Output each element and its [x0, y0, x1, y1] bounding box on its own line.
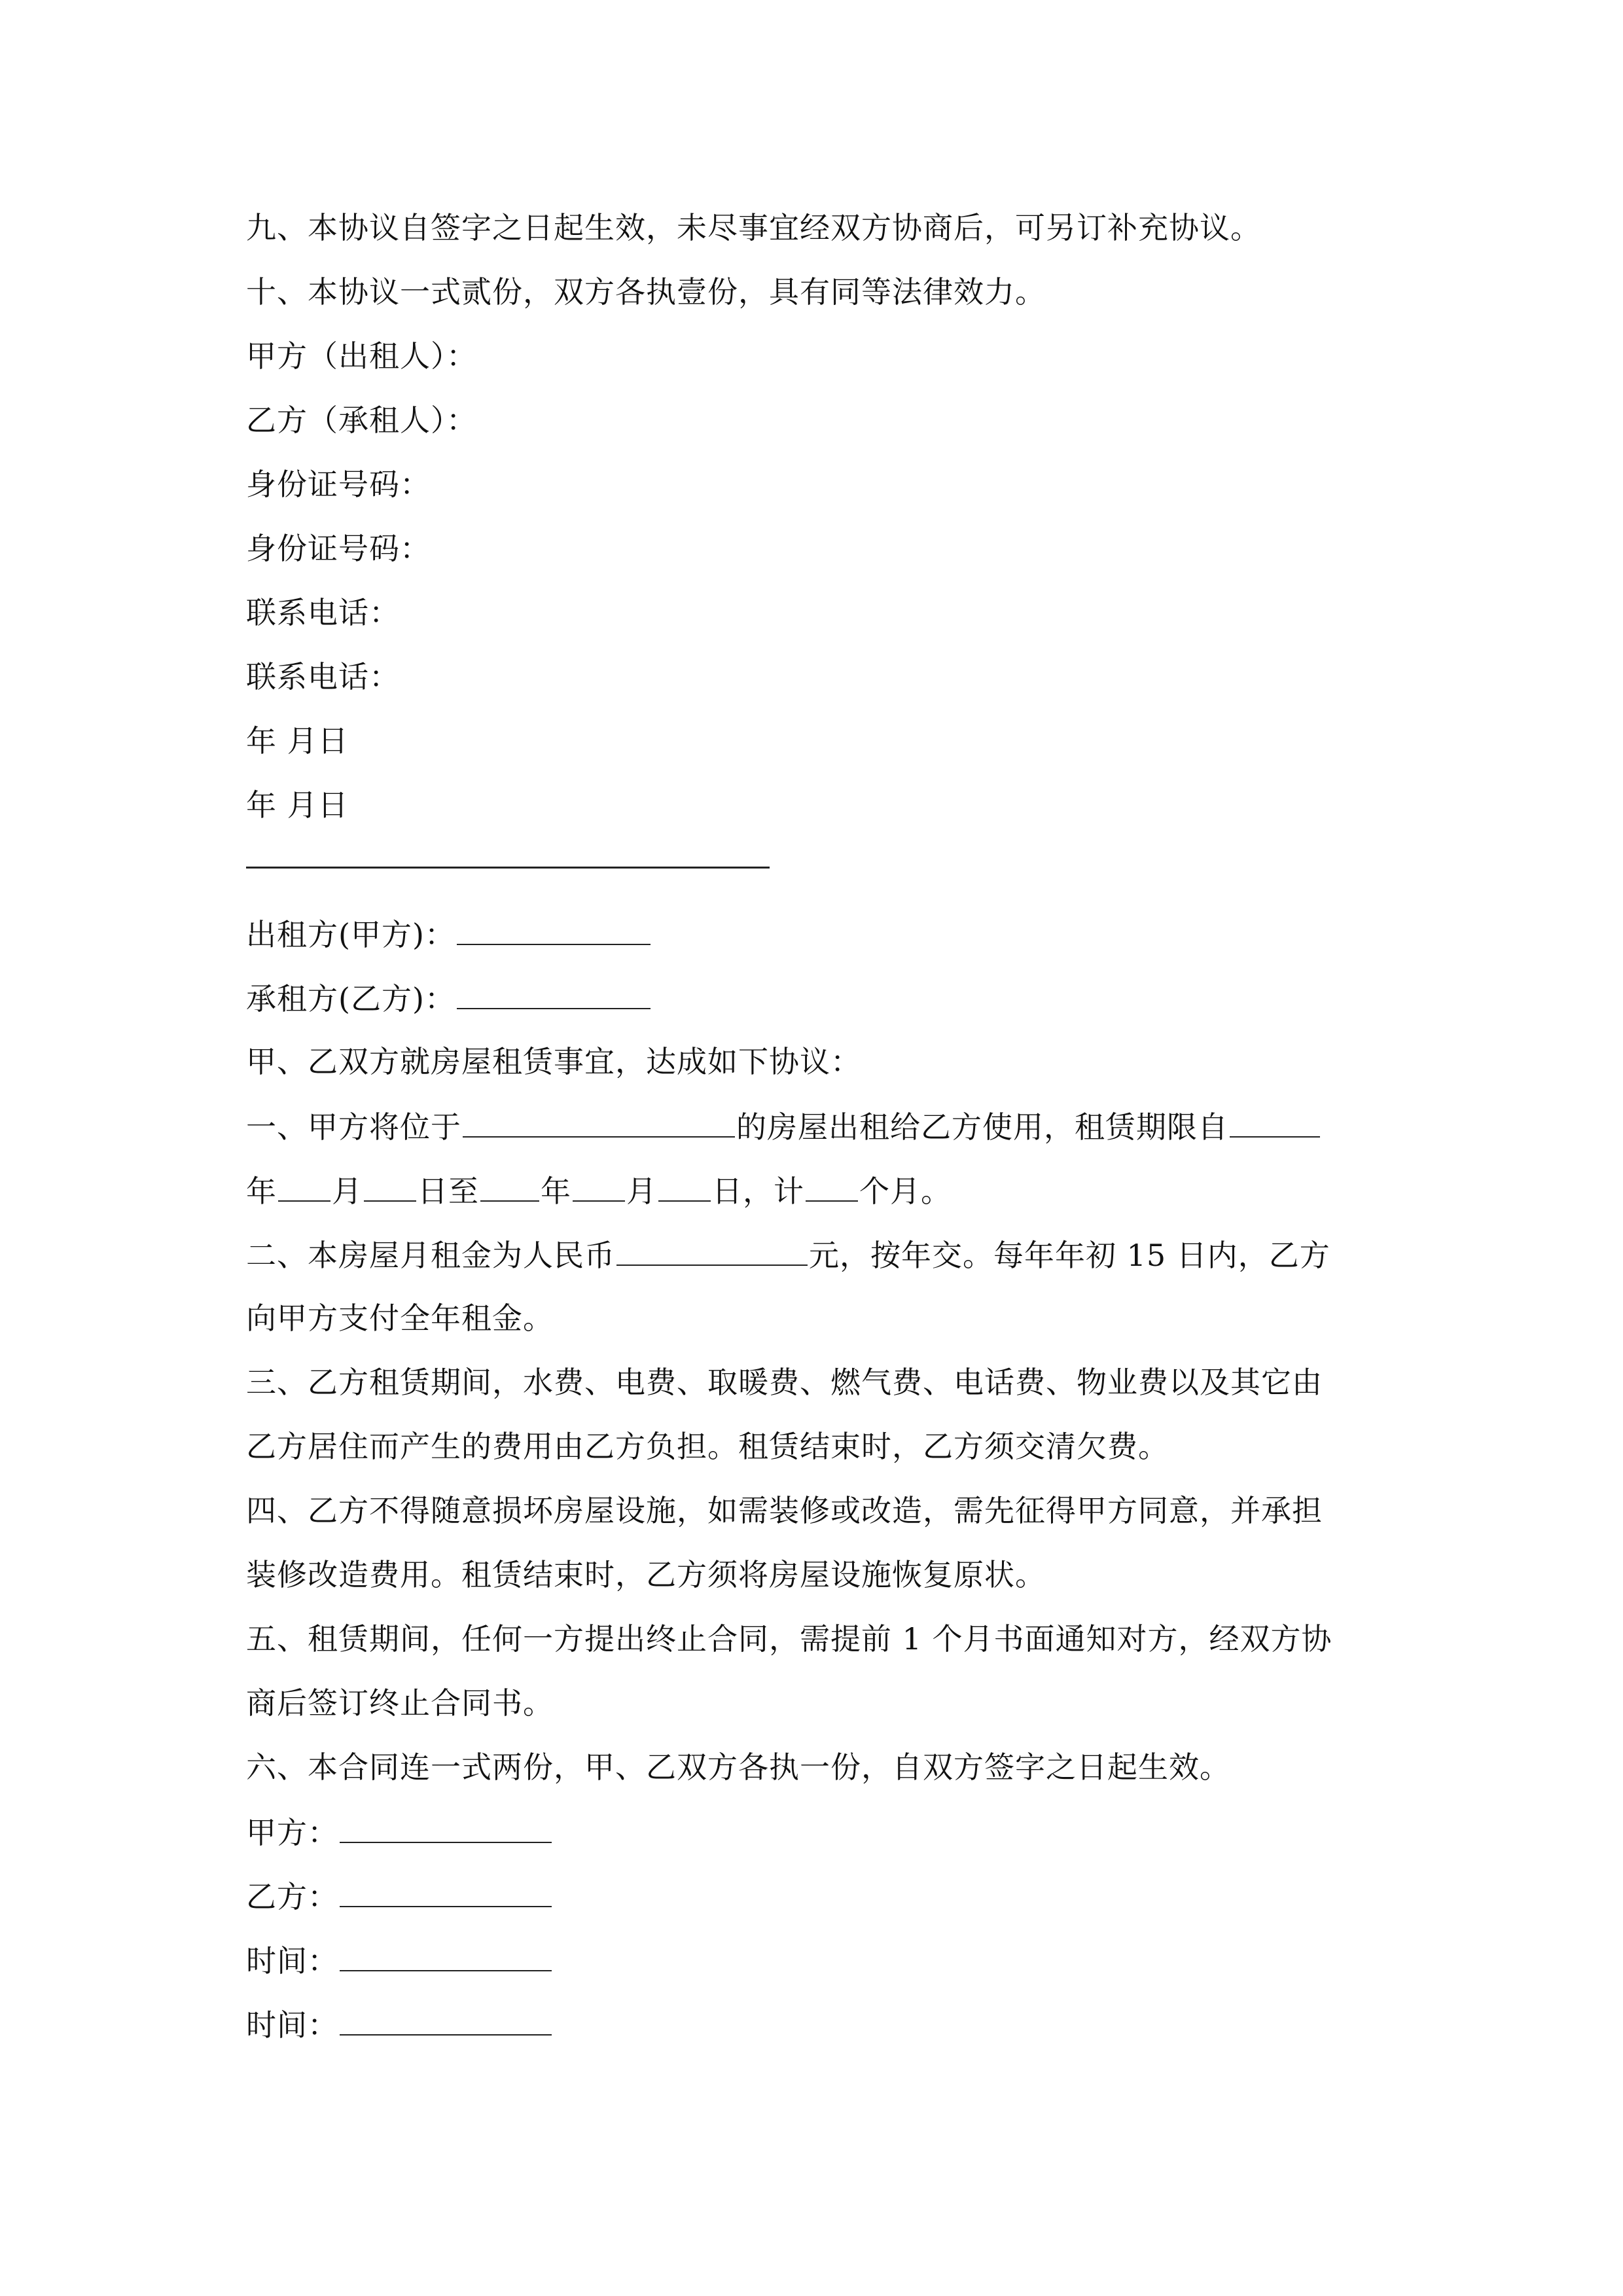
address-blank	[463, 1106, 735, 1138]
signature-b-line	[246, 1876, 553, 1916]
time-b-label: 时间：	[246, 2007, 338, 2043]
start-day-unit: 日至	[418, 1174, 479, 1209]
months-unit: 个月。	[859, 1174, 952, 1209]
end-month-blank	[573, 1170, 625, 1202]
phone-a: 联系电话：	[246, 595, 400, 630]
clause-two-line-1	[246, 1234, 1330, 1275]
clause-two-line-2: 向甲方支付全年租金。	[246, 1300, 554, 1336]
lessee-blank	[457, 978, 651, 1009]
time-a-label: 时间：	[246, 1943, 338, 1979]
clause-one-line-1	[246, 1106, 1321, 1147]
clause-five-line-2: 商后签订终止合同书。	[246, 1685, 554, 1721]
signature-b-label: 乙方：	[246, 1879, 338, 1914]
time-a-blank	[340, 1940, 552, 1971]
lessor-line	[246, 914, 652, 954]
signature-b-blank	[340, 1876, 552, 1907]
date-a: 年 月日	[246, 723, 349, 759]
clause-one-text-a: 一、甲方将位于	[246, 1109, 461, 1145]
clause-four-line-1: 四、乙方不得随意损坏房屋设施，如需装修或改造，需先征得甲方同意，并承担	[246, 1493, 1323, 1528]
id-number-a: 身份证号码：	[246, 467, 431, 502]
clause-ten: 十、本协议一式贰份，双方各执壹份，具有同等法律效力。	[246, 274, 1046, 310]
signature-a-blank	[340, 1812, 552, 1843]
lessor-label: 出租方(甲方)：	[246, 917, 455, 952]
clause-two-text-b: 元，按年交。每年年初 15 日内，乙方	[809, 1238, 1330, 1273]
clause-six: 六、本合同连一式两份，甲、乙双方各执一份，自双方签字之日起生效。	[246, 1749, 1230, 1785]
end-day-blank	[658, 1170, 711, 1202]
lessor-blank	[457, 914, 651, 945]
agreement-intro: 甲、乙双方就房屋租赁事宜，达成如下协议：	[246, 1044, 861, 1079]
id-number-b: 身份证号码：	[246, 531, 431, 566]
phone-b: 联系电话：	[246, 659, 400, 694]
start-month-blank	[278, 1170, 330, 1202]
rent-amount-blank	[616, 1234, 808, 1266]
end-month-unit: 月	[626, 1174, 657, 1209]
end-day-unit: 日，计	[712, 1174, 804, 1209]
lessee-label: 承租方(乙方)：	[246, 981, 455, 1016]
party-a-label: 甲方（出租人）：	[246, 338, 477, 374]
clause-one-text-b: 的房屋出租给乙方使用，租赁期限自	[736, 1109, 1228, 1145]
clause-one-line-2	[246, 1170, 952, 1211]
end-year-blank	[480, 1170, 539, 1202]
signature-a-label: 甲方：	[246, 1815, 338, 1850]
clause-five-line-1: 五、租赁期间，任何一方提出终止合同，需提前 1 个月书面通知对方，经双方协	[246, 1621, 1332, 1657]
start-month-unit: 月	[332, 1174, 363, 1209]
end-year-unit: 年	[541, 1174, 571, 1209]
time-a-line	[246, 1940, 553, 1981]
section-divider	[246, 867, 770, 869]
signature-a-line	[246, 1812, 553, 1852]
clause-two-text-a: 二、本房屋月租金为人民币	[246, 1238, 615, 1273]
start-day-blank	[364, 1170, 416, 1202]
party-b-label: 乙方（承租人）：	[246, 403, 477, 438]
date-b: 年 月日	[246, 787, 349, 823]
lessee-line	[246, 978, 652, 1018]
clause-three-line-1: 三、乙方租赁期间，水费、电费、取暖费、燃气费、电话费、物业费以及其它由	[246, 1365, 1323, 1400]
time-b-blank	[340, 2004, 552, 2036]
start-year-unit: 年	[246, 1174, 277, 1209]
months-blank	[806, 1170, 858, 1202]
start-year-blank	[1230, 1106, 1320, 1138]
clause-nine: 九、本协议自签字之日起生效，未尽事宜经双方协商后，可另订补充协议。	[246, 210, 1261, 245]
clause-four-line-2: 装修改造费用。租赁结束时，乙方须将房屋设施恢复原状。	[246, 1557, 1046, 1592]
time-b-line	[246, 2004, 553, 2045]
clause-three-line-2: 乙方居住而产生的费用由乙方负担。租赁结束时，乙方须交清欠费。	[246, 1429, 1169, 1464]
